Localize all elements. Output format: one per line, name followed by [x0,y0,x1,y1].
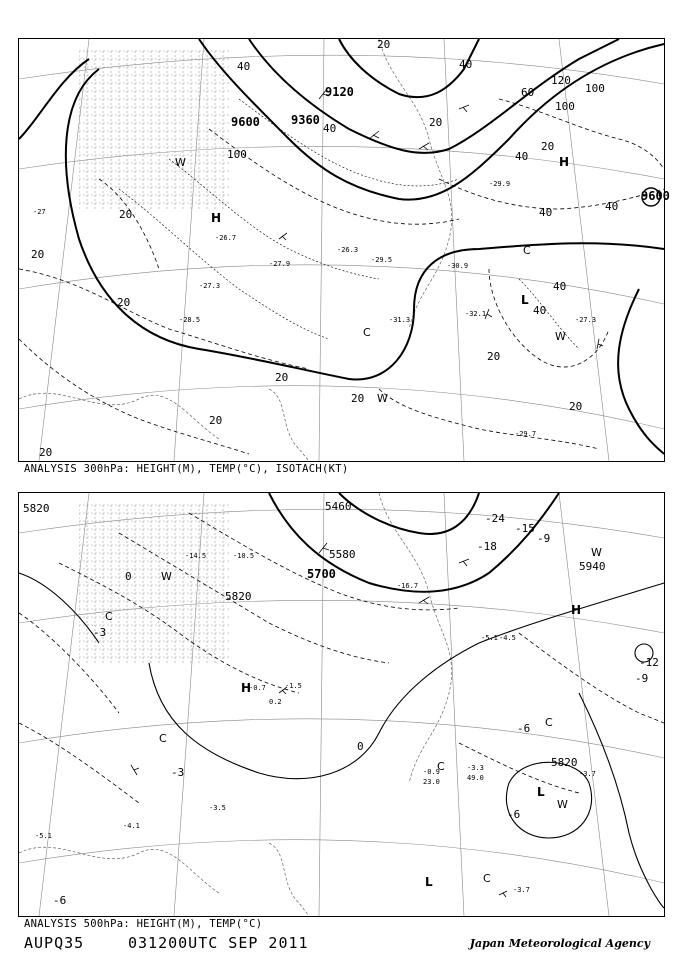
height-label: 9600 [231,115,260,129]
height-label: 5580 [329,548,356,561]
temperature-label: 0 [357,740,364,753]
isotach-label: 20 [541,140,555,153]
temperature-label: -31.3 [389,316,411,324]
height-label: 5820 [23,502,50,515]
temperature-label: -28.5 [179,316,201,324]
isotach-label: 20 [351,392,365,405]
warm-mark: W [591,546,602,559]
station-value: -1.5 [285,682,302,690]
temperature-label: -32.1 [465,310,487,318]
isotach-label: 40 [553,280,567,293]
temperature-label: -6 [507,808,521,821]
low-pressure-center: L [425,875,433,889]
warm-mark: W [175,156,186,169]
height-label: 9360 [291,113,320,127]
cold-mark: C [363,326,371,339]
temperature-label: -29.7 [515,430,537,438]
warm-mark: W [377,392,388,405]
station-value: -5.1 [35,832,52,840]
cold-mark: C [437,760,445,773]
height-label: 5700 [307,567,336,581]
cold-mark: C [105,610,113,623]
cold-mark: C [159,732,167,745]
isotach-label: 20 [209,414,223,427]
temperature-label: -27.3 [575,316,597,324]
low-pressure-center: L [537,785,545,799]
temperature-label: -27.3 [199,282,221,290]
isotach-label: 40 [605,200,619,213]
station-value: -3.5 [209,804,226,812]
temperature-label: -26.7 [215,234,237,242]
high-pressure-center: H [559,155,570,169]
height-label: 5820 [551,756,578,769]
high-pressure-center: H [571,603,582,617]
land-hatch [79,49,229,209]
station-value: -5.1 [481,634,498,642]
station-value: -3.7 [513,886,530,894]
agency-name: Japan Meteorological Agency [469,937,650,950]
temperature-label: 0 [125,570,132,583]
height-label: 5940 [579,560,606,573]
temperature-label: -12 [639,656,659,669]
station-value: -0.7 [249,684,266,692]
station-value: -14.5 [185,552,207,560]
isotach-label: 120 [551,74,571,87]
isotach-label: 20 [569,400,583,413]
temperature-label: -9 [635,672,649,685]
station-value: -10.5 [233,552,255,560]
station-value: -3.3 [467,764,484,772]
warm-mark: W [557,798,568,811]
isotach-label: 40 [459,58,473,71]
temperature-label: -6 [517,722,531,735]
map-panel-500hpa [18,492,665,917]
height-label: 5460 [325,500,352,513]
chart-code: AUPQ35 [24,934,85,952]
temperature-label: -3 [171,766,185,779]
temperature-label: -9 [537,532,551,545]
temperature-label: -29.5 [371,256,393,264]
isotach-label: 20 [31,248,45,261]
temperature-label: -26.3 [337,246,359,254]
isotach-label: 40 [323,122,337,135]
isotach-label: 20 [377,38,391,51]
height-label: 9600 [641,189,670,203]
isotach-label: 40 [533,304,547,317]
isotach-label: 20 [119,208,133,221]
station-value: -3.7 [579,770,596,778]
temperature-label: -27 [33,208,46,216]
isotach-label: 40 [539,206,553,219]
isotach-label: 100 [227,148,247,161]
temperature-label: -24 [485,512,505,525]
station-value: 23.0 [423,778,440,786]
isotach-label: 20 [39,446,53,459]
caption-500hpa: ANALYSIS 500hPa: HEIGHT(M), TEMP(°C) [24,918,263,930]
temperature-label: -6 [53,894,67,907]
valid-time: 031200UTC SEP 2011 [128,934,309,952]
cold-mark: C [523,244,531,257]
isotach-label: 100 [585,82,605,95]
isotach-label: 100 [555,100,575,113]
temperature-label: -30.9 [447,262,469,270]
temperature-label: -27.9 [269,260,291,268]
warm-mark: W [161,570,172,583]
warm-mark: W [555,330,566,343]
high-pressure-center: H [241,681,252,695]
isotach-label: 60 [521,86,535,99]
low-pressure-center: L [521,293,529,307]
isotach-label: 20 [117,296,131,309]
cold-mark: C [545,716,553,729]
station-value: -16.7 [397,582,419,590]
station-value: 49.0 [467,774,484,782]
temperature-label: -29.9 [489,180,511,188]
high-pressure-center: H [211,211,222,225]
isotach-label: 40 [515,150,529,163]
isotach-label: 20 [429,116,443,129]
height-label: 5820 [225,590,252,603]
temperature-label: -15 [515,522,535,535]
map-panel-300hpa [18,38,670,462]
cold-mark: C [483,872,491,885]
temperature-label: -3 [93,626,107,639]
isotach-label: 20 [275,371,289,384]
station-value: -0.9 [423,768,440,776]
land-hatch [79,503,229,663]
isotach-label: 20 [487,350,501,363]
station-value: 0.2 [269,698,282,706]
station-value: -4.5 [499,634,516,642]
height-label: 9120 [325,85,354,99]
temperature-label: -18 [477,540,497,553]
isotach-label: 40 [237,60,251,73]
station-value: -4.1 [123,822,140,830]
caption-300hpa: ANALYSIS 300hPa: HEIGHT(M), TEMP(°C), ISOTACH(KT) [24,463,349,475]
